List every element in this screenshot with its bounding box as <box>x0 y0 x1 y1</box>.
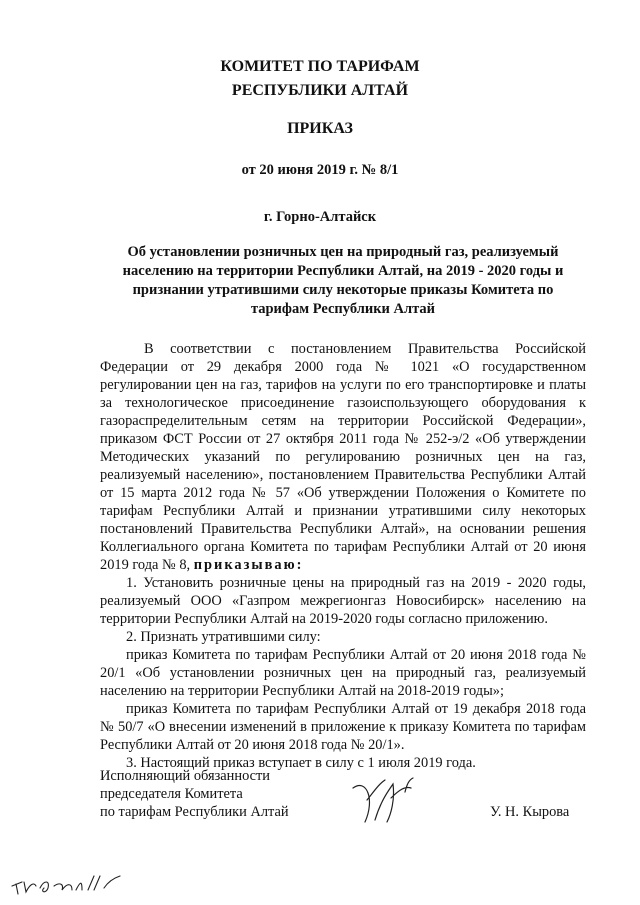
item-3: 3. Настоящий приказ вступает в силу с 1 июля 2019 года. <box>126 755 476 771</box>
city: г. Горно-Алтайск <box>263 209 377 225</box>
committee-name-line1: КОМИТЕТ ПО ТАРИФАМ <box>220 58 420 75</box>
signatory-title <box>100 767 289 821</box>
title-line: признании утратившими силу некоторые приказы Комитета по <box>132 282 554 298</box>
signatory-line: по тарифам Республики Алтай <box>100 804 289 820</box>
order-word: приказываю: <box>193 557 304 573</box>
title-line: тарифам Республики Алтай <box>250 301 436 317</box>
handwritten-note <box>10 868 130 898</box>
signatory-line: Исполняющий обязанности <box>100 768 271 784</box>
item-2a: приказ Комитета по тарифам Республики Алтай от 20 июня 2018 года № 20/1 «Об установлении розничных цен на природный газ, реализуемый населению на территории Республики Алтай на 2018-2019 годы»; <box>100 647 586 699</box>
handwritten-signature <box>345 770 425 830</box>
item-2b: приказ Комитета по тарифам Республики Алтай от 19 декабря 2018 года № 50/7 «О внесении изменений в приложение к приказу Комитета по тарифам Республики Алтай от 20 июня 2018 года № 20/1». <box>100 701 586 753</box>
date-number: от 20 июня 2019 г. № 8/1 <box>241 162 399 178</box>
item-2: 2. Признать утратившими силу: <box>126 629 321 645</box>
doc-type: ПРИКАЗ <box>287 120 353 137</box>
preamble-text: В соответствии с постановлением Правительства Российской Федерации от 29 декабря 2000 года № 1021 «О государственном регулировании цен на газ, тарифов на услуги по его транспортировке и платы за технологическое присоединение газоиспользующего оборудования к газораспределительным сетям на территории Российской Федерации», приказом ФСТ России от 27 октября 2011 года № 252-э/2 «Об утверждении Методических указаний по регулированию розничных цен на газ, реализуемый населению», постановлением Правительства Республики Алтай от 15 марта 2012 года № 57 «Об утверждении Положения о Комитете по тарифам Республики Алтай и признании утратившими силу некоторых постановлений Правительства Республики Алтай», на основании решения Коллегиального органа Комитета по тарифам Республики Алтай от 20 июня 2019 года № 8, <box>100 341 586 573</box>
document-body <box>100 340 586 772</box>
committee-name-line2: РЕСПУБЛИКИ АЛТАЙ <box>231 82 409 99</box>
signatory-name: У. Н. Кырова <box>490 804 570 820</box>
item-1: 1. Установить розничные цены на природный газ на 2019 - 2020 годы, реализуемый ООО «Газпром межрегионгаз Новосибирск» населению на территории Республики Алтай на 2019-2020 годы согласно приложению. <box>100 575 586 627</box>
document-title <box>80 243 606 319</box>
preamble-paragraph <box>100 340 586 574</box>
title-line: населению на территории Республики Алтай, на 2019 - 2020 годы и <box>122 263 564 279</box>
signatory-line: председателя Комитета <box>100 786 243 802</box>
title-line: Об установлении розничных цен на природный газ, реализуемый <box>127 244 559 260</box>
